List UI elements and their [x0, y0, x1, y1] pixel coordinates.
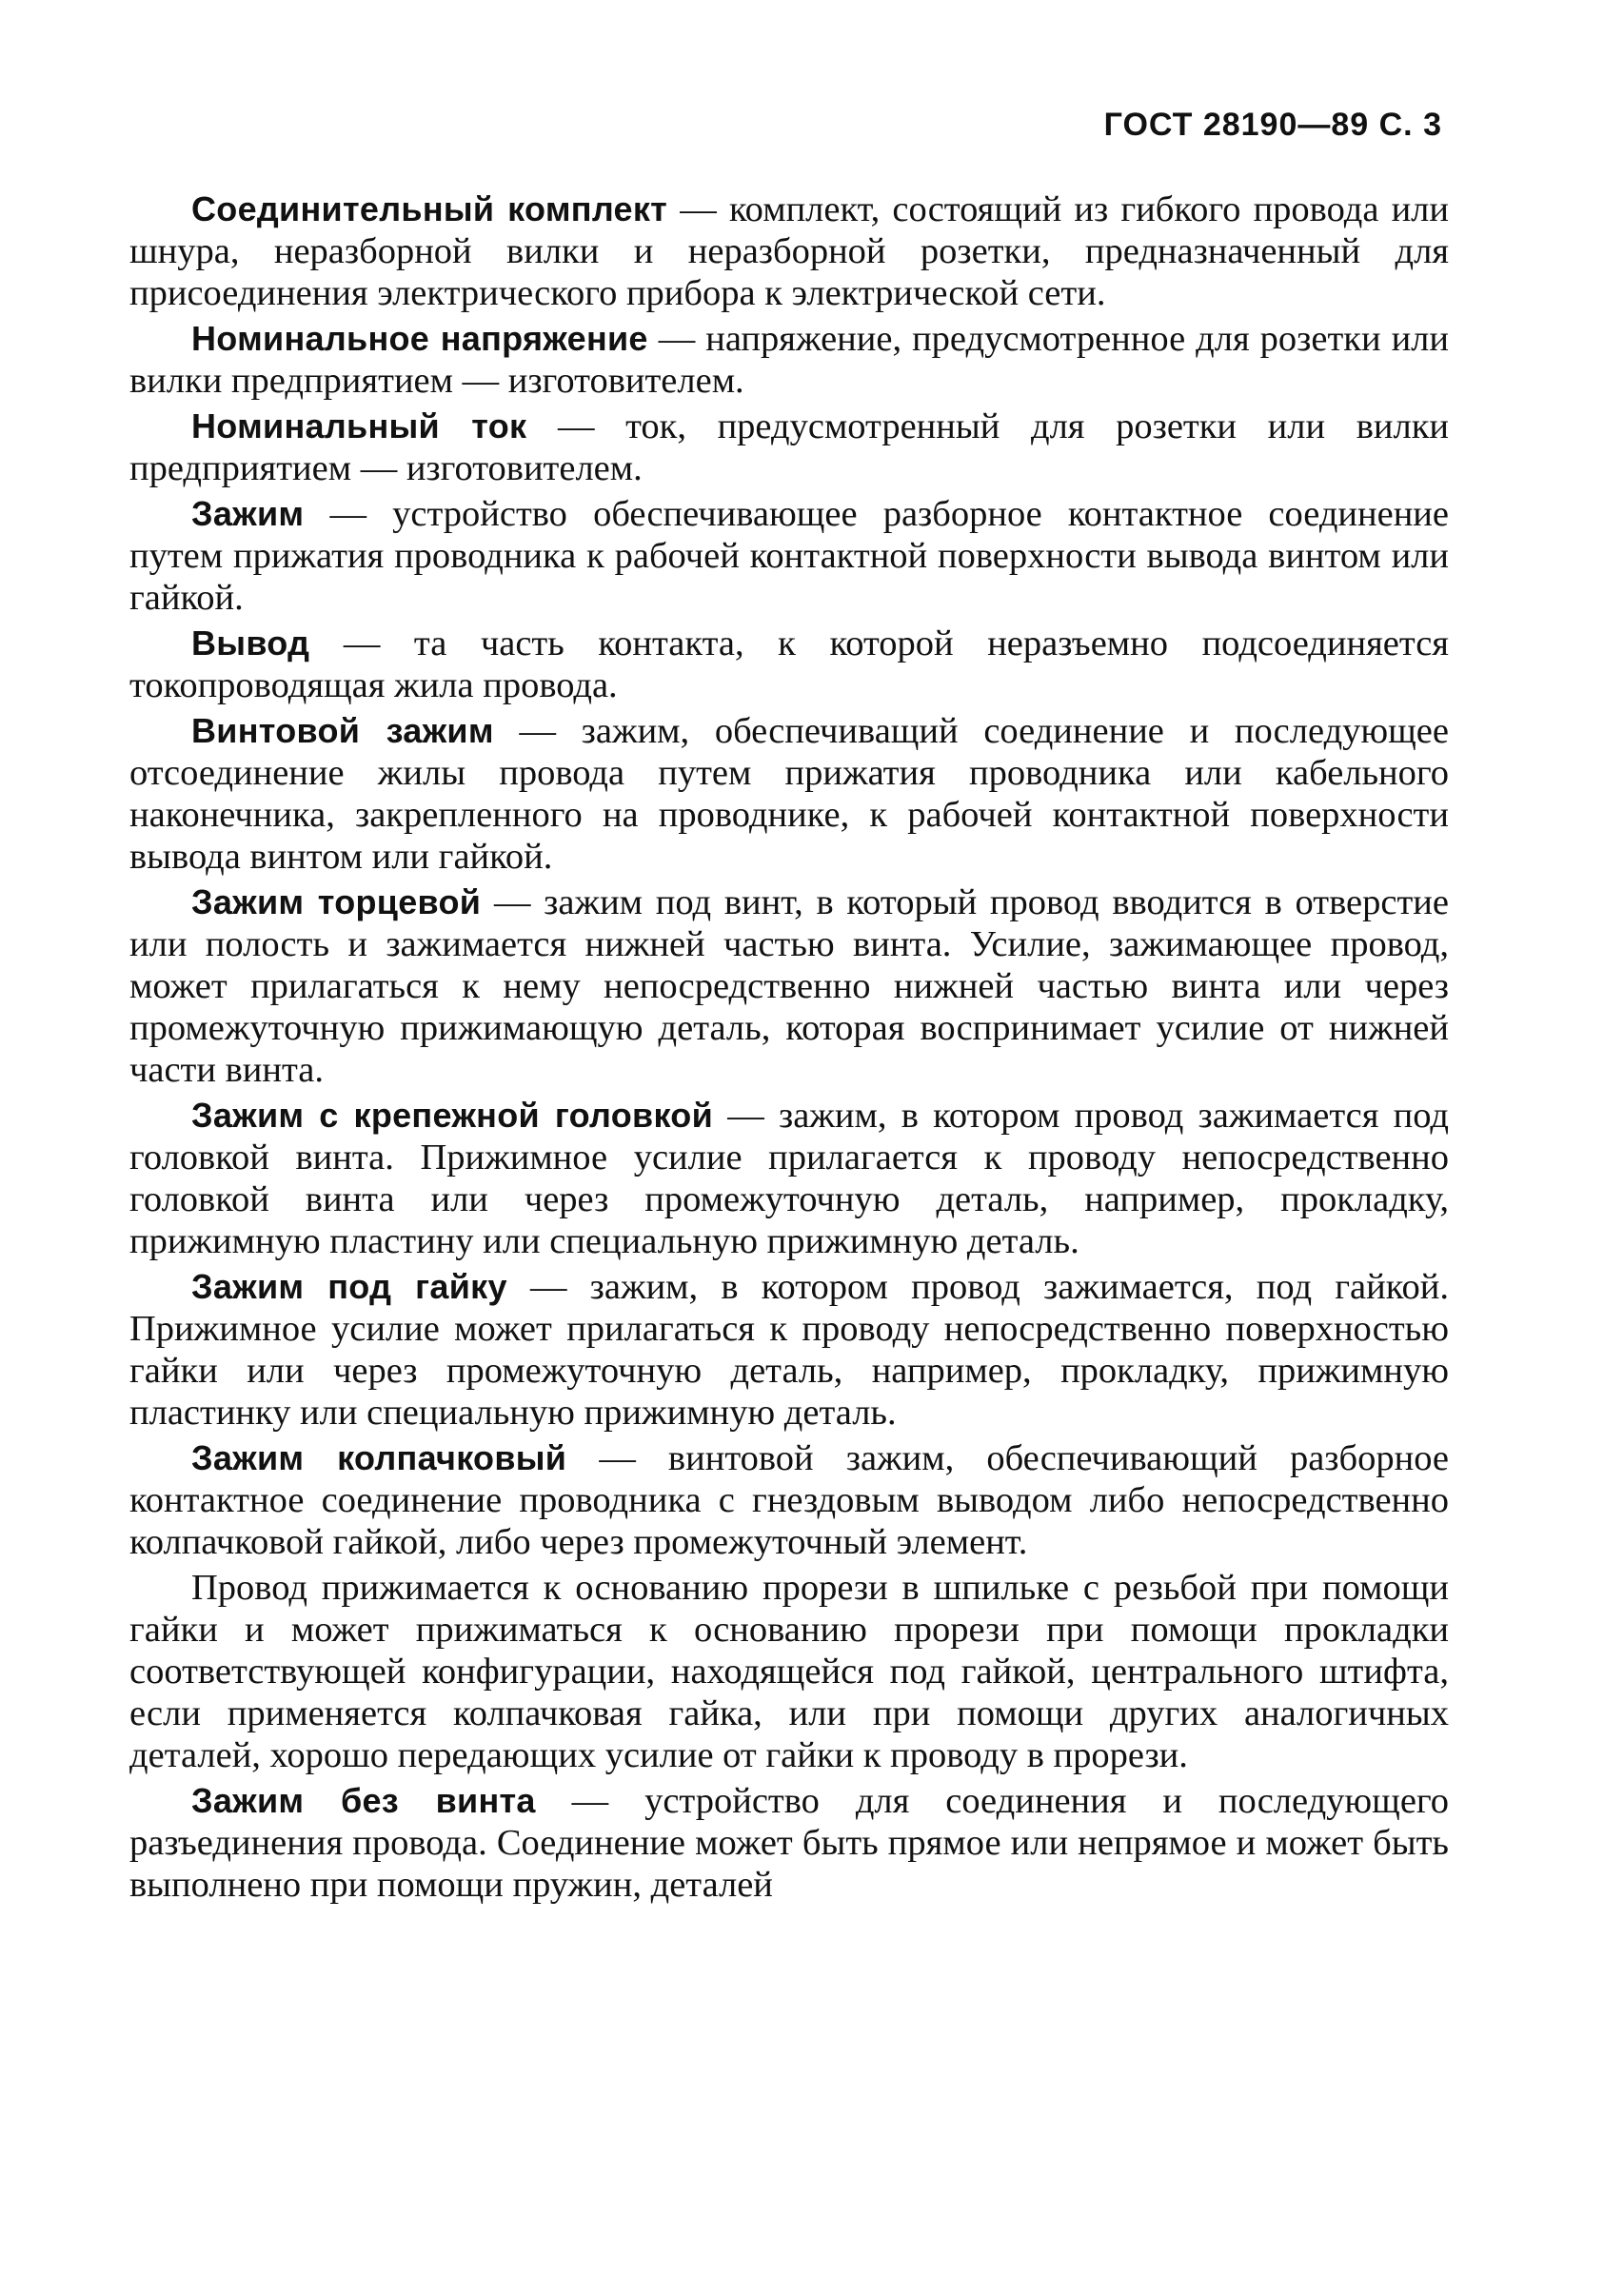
term-label: Зажим под гайку	[191, 1267, 507, 1306]
paragraph-cap-clamp-detail	[129, 1567, 1449, 1776]
definition-text: — устройство обеспечивающее разборное контактное соединение путем прижатия проводника к рабочей контактной поверхности вывода винтом или гайкой.	[129, 494, 1449, 618]
definition-connecting-set	[129, 188, 1449, 314]
definition-text: — та часть контакта, к которой неразъемно подсоединяется токопроводящая жила провода.	[129, 623, 1449, 705]
definition-rated-current	[129, 406, 1449, 489]
definition-text: — винтовой зажим, обеспечивающий разборное контактное соединение проводника с гнездовым выводом либо непосредственно колпачковой гайкой, либо через промежуточный элемент.	[129, 1438, 1450, 1562]
running-head: ГОСТ 28190—89 С. 3	[1103, 107, 1442, 143]
definition-text: — напряжение, предусмотренное для розетки или вилки предприятием — изготовителем.	[129, 319, 1449, 401]
term-label: Зажим с крепежной головкой	[191, 1096, 714, 1135]
definition-screw-clamp	[129, 710, 1449, 878]
body-text	[129, 188, 1449, 1910]
definition-terminal	[129, 623, 1449, 706]
term-label: Винтовой зажим	[191, 711, 494, 750]
definition-cap-clamp	[129, 1437, 1449, 1563]
definition-nut-clamp	[129, 1266, 1449, 1434]
term-label: Номинальное напряжение	[191, 319, 648, 358]
definition-text: — зажим под винт, в который провод вводится в отверстие или полость и зажимается нижней частью винта. Усилие, зажимающее провод, может прилагаться к нему непосредственно нижней частью винта или через промежуточную прижимающую деталь, которая воспринимает усилие от нижней части винта.	[129, 882, 1449, 1090]
definition-screw-head-clamp	[129, 1095, 1449, 1262]
definition-screwless-clamp	[129, 1780, 1449, 1906]
definition-text: — зажим, в котором провод зажимается, под гайкой. Прижимное усилие может прилагаться к проводу непосредственно поверхностью гайки или через промежуточную деталь, например, прокладку, прижимную пластинку или специальную прижимную деталь.	[129, 1267, 1449, 1433]
definition-text: — ток, предусмотренный для розетки или вилки предприятием — изготовителем.	[129, 406, 1449, 488]
definition-text: — зажим, в котором провод зажимается под головкой винта. Прижимное усилие прилагается к проводу непосредственно головкой винта или через промежуточную деталь, например, прокладку, прижимную пластину или специальную прижимную деталь.	[129, 1096, 1449, 1261]
term-label: Номинальный ток	[191, 406, 527, 445]
definition-text: — комплект, состоящий из гибкого провода или шнура, неразборной вилки и неразборной розетки, предназначенный для присоединения электрического прибора к электрической сети.	[129, 189, 1449, 313]
definition-pillar-clamp	[129, 881, 1449, 1091]
term-label: Вывод	[191, 623, 310, 663]
paragraph-text: Провод прижимается к основанию прорези в шпильке с резьбой при помощи гайки и может прижиматься к основанию прорези при помощи прокладки соответствующей конфигурации, находящейся под гайкой, центрального штифта, если применяется колпачковая гайка, или при помощи других аналогичных деталей, хорошо передающих усилие от гайки к проводу в прорези.	[129, 1568, 1449, 1775]
term-label: Соединительный комплект	[191, 189, 668, 228]
definition-clamp	[129, 493, 1449, 619]
term-label: Зажим	[191, 494, 305, 533]
term-label: Зажим без винта	[191, 1781, 536, 1820]
definition-text: — устройство для соединения и последующего разъединения провода. Соединение может быть прямое или непрямое и может быть выполнено при помощи пружин, деталей	[129, 1781, 1449, 1905]
term-label: Зажим колпачковый	[191, 1438, 567, 1477]
term-label: Зажим торцевой	[191, 882, 482, 921]
definition-text: — зажим, обеспечиващий соединение и последующее отсоединение жилы провода путем прижатия проводника или кабельного наконечника, закрепленного на проводнике, к рабочей контактной поверхности вывода винтом или гайкой.	[129, 711, 1449, 877]
definition-rated-voltage	[129, 318, 1449, 402]
